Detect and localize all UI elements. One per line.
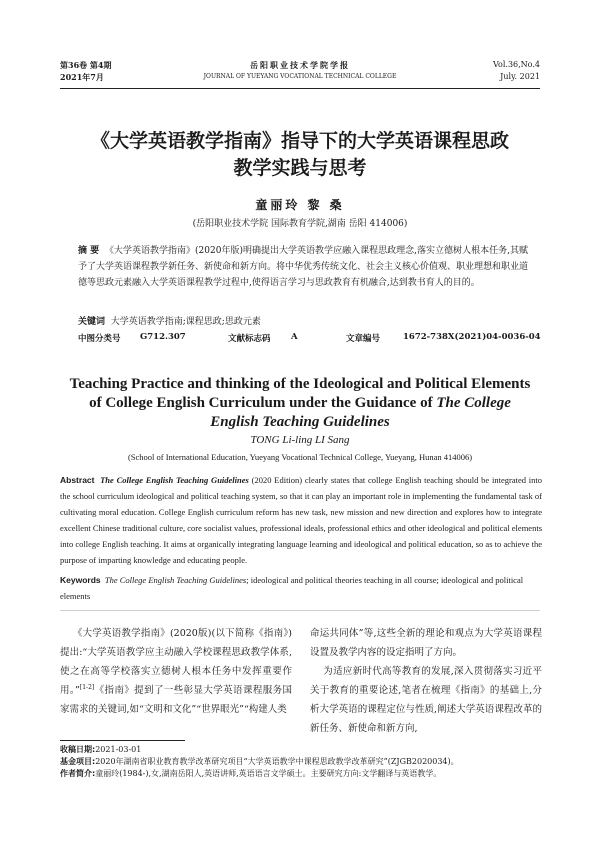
title-cn-line2: 教学实践与思考 — [233, 157, 367, 179]
keywords-en-text: ; ideological and political theories teaching in all course; ideological and political elements — [60, 575, 524, 601]
author-bio-label: 作者简介: — [60, 769, 96, 778]
article-no-label: 文章编号 — [346, 334, 381, 344]
keywords-cn-text: 大学英语教学指南;课程思政;思政元素 — [110, 317, 261, 327]
volume-issue-en: Vol.36,No.4 — [493, 60, 540, 69]
body-left-continued: 《指南》提到了一些彰显大学英语课程服务国家需求的关键词,如“文明和文化”“世界眼光”“构建人类 — [60, 685, 292, 715]
author-bio-text: 童丽玲(1984-),女,湖南岳阳人,英语讲师,英语语言文学硕士。主要研究方向:文学翻译与英语教学。 — [95, 769, 442, 778]
received-date: 2021-03-01 — [95, 745, 142, 754]
body-column-right — [310, 624, 542, 738]
doc-code-label: 文献标志码 — [228, 334, 271, 344]
journal-name-cn: 岳阳职业技术学院学报 — [250, 60, 350, 70]
footnote-rule — [60, 740, 185, 741]
title-en-line2-prefix: of College English Curriculum under the Guidance of — [89, 395, 437, 411]
abstract-cn-text: 《大学英语教学指南》(2020年版)明确提出大学英语教学应融入课程思政理念,落实立德树人根本任务,其赋予了大学英语课程教学新任务、新使命和新方向。将中华优秀传统文化、社会主义核心价值观、职业理想和职业道德等思政元素融入大学英语课程教学过程中,使得语言学习与思政教育有机融合,达到教书育人的目的。 — [78, 246, 529, 288]
keywords-cn — [78, 314, 261, 327]
body-right-para2: 为适应新时代高等教育的发展,深入贯彻落实习近平关于教育的重要论述,笔者在梳理《指南》的基础上,分析大学英语的课程定位与性质,阐述大学英语课程改革的新任务、新使命和新方向, — [310, 666, 542, 734]
abstract-cn — [78, 243, 528, 291]
affiliation-cn: (岳阳职业技术学院 国际教育学院,湖南 岳阳 414006) — [192, 219, 408, 229]
footnote-received — [60, 744, 540, 756]
journal-name-en: JOURNAL OF YUEYANG VOCATIONAL TECHNICAL COLLEGE — [203, 73, 397, 80]
keywords-cn-label: 关键词 — [78, 317, 106, 327]
footnote-author — [60, 768, 540, 780]
title-en-line1: Teaching Practice and thinking of the Ideological and Political Elements — [69, 376, 531, 392]
keywords-en — [60, 572, 542, 604]
authors-cn: 童丽玲 黎 桑 — [255, 198, 345, 212]
volume-issue: 第36卷 第4期 — [60, 60, 112, 70]
footnote-fund — [60, 756, 540, 768]
body-right-para1: 命运共同体”等,这些全新的理论和观点为大学英语课程设置及教学内容的设定指明了方向。 — [310, 628, 542, 658]
abstract-en-label: Abstract — [60, 475, 95, 485]
section-divider — [60, 610, 540, 611]
received-label: 收稿日期: — [60, 745, 96, 754]
citation-ref: [1-2] — [79, 683, 95, 691]
issue-date-cn: 2021年7月 — [60, 72, 104, 82]
authors-en: TONG Li-ling LI Sang — [250, 434, 350, 446]
body-column-left — [60, 624, 292, 719]
title-en-line3: English Teaching Guidelines — [210, 414, 390, 430]
abstract-cn-label: 摘 要 — [78, 246, 100, 256]
clc-value: G712.307 — [140, 332, 186, 342]
keywords-en-label: Keywords — [60, 575, 101, 585]
article-no-value: 1672-738X(2021)04-0036-04 — [403, 332, 541, 342]
doc-code-value: A — [291, 332, 298, 342]
fund-text: 2020年湖南省职业教育教学改革研究项目“大学英语教学中课程思政教学改革研究”(ZJGB2020034)。 — [95, 757, 459, 766]
title-en-line2 — [60, 394, 540, 413]
keywords-en-title-ref: The College English Teaching Guidelines — [104, 575, 247, 585]
affiliation-en: (School of International Education, Yueyang Vocational Technical College, Yueyang, Hunan 414006) — [127, 452, 473, 462]
abstract-en — [60, 472, 542, 568]
title-cn-line1: 《大学英语教学指南》指导下的大学英语课程思政 — [90, 130, 509, 152]
body-left-text: 《大学英语教学指南》(2020版)(以下简称《指南》)提出:“大学英语教学应主动融入学校课程思政教学体系,使之在高等学校落实立德树人根本任务中发挥重要作用。” — [60, 628, 292, 696]
issue-date-en: July. 2021 — [500, 72, 540, 81]
abstract-en-text: (2020 Edition) clearly states that college English teaching should be integrated into the school curriculum ideological and political teaching system, so that it can play an important role in implementing the fundamental task of cultivating moral education. College English curriculum reform has new task, new mission and new direction and explores how to integrate excellent Chinese traditional culture, core socialist values, professional ideals, professional ethics and other ideological and political elements into college English teaching. It aims at organically integrating language learning and ideological and political education, so as to achieve the purpose of imparting knowledge and educating people. — [60, 475, 542, 565]
clc-label: 中图分类号 — [78, 334, 121, 344]
title-en-line2-italic: The College — [436, 395, 511, 411]
running-header — [60, 58, 540, 89]
abstract-en-title-ref: The College English Teaching Guidelines — [100, 475, 249, 485]
fund-label: 基金项目: — [60, 757, 96, 766]
